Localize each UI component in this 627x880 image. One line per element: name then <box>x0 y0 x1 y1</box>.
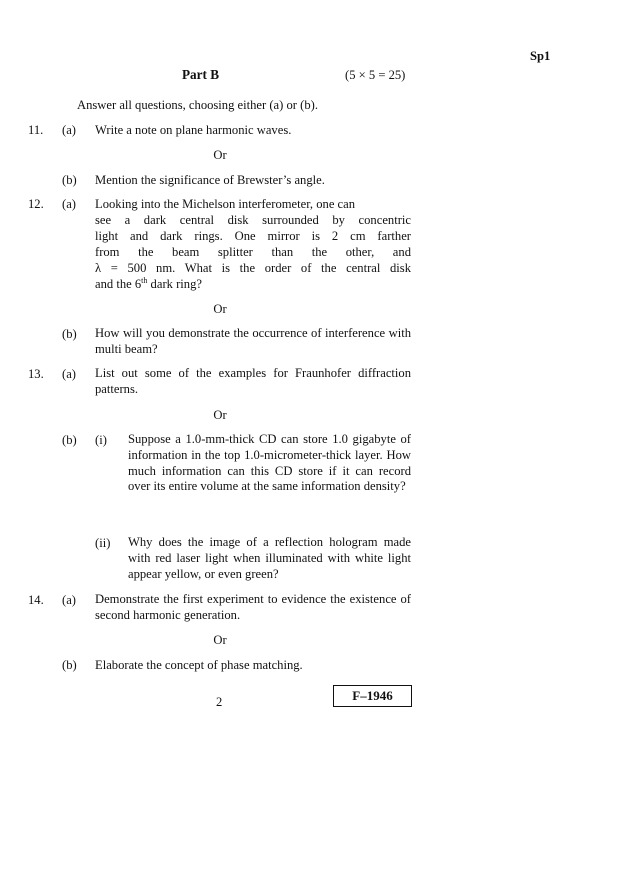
question-text: Why does the image of a reflection hologram made with red laser light when illuminated with white light appear yellow, or even green? <box>128 535 411 581</box>
part-title: Part B <box>182 67 219 82</box>
question-number: 14. <box>28 593 44 607</box>
option-label: (a) <box>62 367 76 381</box>
text-line: and the 6th dark ring? <box>95 276 202 291</box>
question-text: Elaborate the concept of phase matching. <box>95 658 303 672</box>
question-text: Demonstrate the first experiment to evidence the existence of second harmonic generation. <box>95 592 411 622</box>
question-text: Write a note on plane harmonic waves. <box>95 123 292 137</box>
marks-allocation: (5 × 5 = 25) <box>345 68 406 82</box>
option-label: (b) <box>62 658 77 672</box>
text-line: from the beam splitter than the other, and <box>95 245 411 259</box>
paper-code-box: F–1946 <box>333 685 412 707</box>
paper-series-code: Sp1 <box>530 49 551 63</box>
question-text: List out some of the examples for Fraunhofer diffraction patterns. <box>95 366 411 396</box>
question-number: 11. <box>28 123 44 137</box>
question-number: 12. <box>28 197 44 211</box>
option-label: (a) <box>62 123 76 137</box>
option-label: (a) <box>62 197 76 211</box>
or-separator: Or <box>213 148 227 162</box>
or-separator: Or <box>213 408 227 422</box>
or-separator: Or <box>213 302 227 316</box>
or-separator: Or <box>213 633 227 647</box>
text-line: λ = 500 nm. What is the order of the central disk <box>95 261 411 275</box>
question-text <box>95 196 411 292</box>
sub-option-label: (ii) <box>95 536 111 550</box>
option-label: (a) <box>62 593 76 607</box>
option-label: (b) <box>62 173 77 187</box>
question-text: Suppose a 1.0-mm-thick CD can store 1.0 gigabyte of information in the top 1.0-micrometer-thick layer. How much information can this CD store if it can record over its entire volume at the same information density? <box>128 432 411 494</box>
text-line: see a dark central disk surrounded by concentric <box>95 213 411 227</box>
instruction: Answer all questions, choosing either (a) or (b). <box>77 98 318 112</box>
page-number: 2 <box>216 695 223 709</box>
question-number: 13. <box>28 367 44 381</box>
sub-option-label: (i) <box>95 433 107 447</box>
option-label: (b) <box>62 327 77 341</box>
text-line: light and dark rings. One mirror is 2 cm farther <box>95 229 411 243</box>
question-text: How will you demonstrate the occurrence of interference with multi beam? <box>95 326 411 356</box>
text-line: Looking into the Michelson interferometer, one can <box>95 197 356 211</box>
question-text: Mention the significance of Brewster’s angle. <box>95 173 325 187</box>
option-label: (b) <box>62 433 77 447</box>
